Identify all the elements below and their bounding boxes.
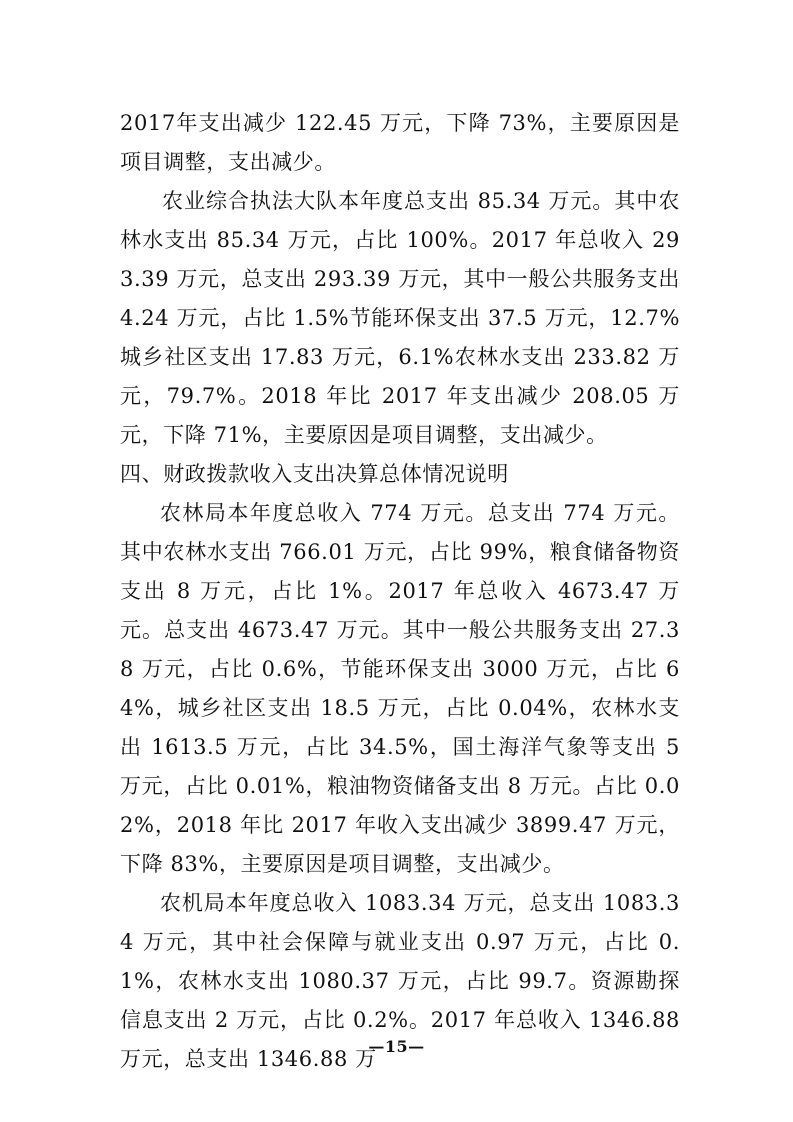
section-heading: 四、财政拨款收入支出决算总体情况说明 [120,462,509,486]
paragraph-forestry-bureau: 农林局本年度总收入 774 万元。总支出 774 万元。其中农林水支出 766.01 万元，占比 99%，粮食储备物资支出 8 万元，占比 1%。2017 年总收入 4673.47 万元。总支出 4673.47 万元。其中一般公共服务支出 27.38 万元，占比 0.6%，节能环保支出 3000 万元，占比 64%，城乡社区支出 18.5 万元，占比 0.04%，农林水支出 1613.5 万元，占比 34.5%，国土海洋气象等支出 5 万元，占比 0.01%，粮油物资储备支出 8 万元。占比 0.02%，2018 年比 2017 年收入支出减少 3899.47 万元，下降 83%，主要原因是项目调整，支出减少。 [120,501,680,876]
paragraph-agri-machinery-bureau: 农机局本年度总收入 1083.34 万元，总支出 1083.34 万元，其中社会保障与就业支出 0.97 万元，占比 0.1%，农林水支出 1080.37 万元，占比 99.7。资源勘探信息支出 2 万元，占比 0.2%。2017 年总收入 1346.88 万元，总支出 1346.88 万 [120,891,680,1071]
document-body [120,104,680,1079]
paragraph-enforcement-brigade: 农业综合执法大队本年度总支出 85.34 万元。其中农林水支出 85.34 万元，占比 100%。2017 年总收入 293.39 万元，总支出 293.39 万元，其中一般公共服务支出 4.24 万元，占比 1.5%节能环保支出 37.5 万元，12.7%城乡社区支出 17.83 万元，6.1%农林水支出 233.82 万元，79.7%。2018 年比 2017 年支出减少 208.05 万元，下降 71%，主要原因是项目调整，支出减少。 [120,189,680,447]
paragraph-continuation: 2017年支出减少 122.45 万元，下降 73%，主要原因是项目调整，支出减少。 [120,111,680,174]
page-number: —15— [368,1037,425,1056]
